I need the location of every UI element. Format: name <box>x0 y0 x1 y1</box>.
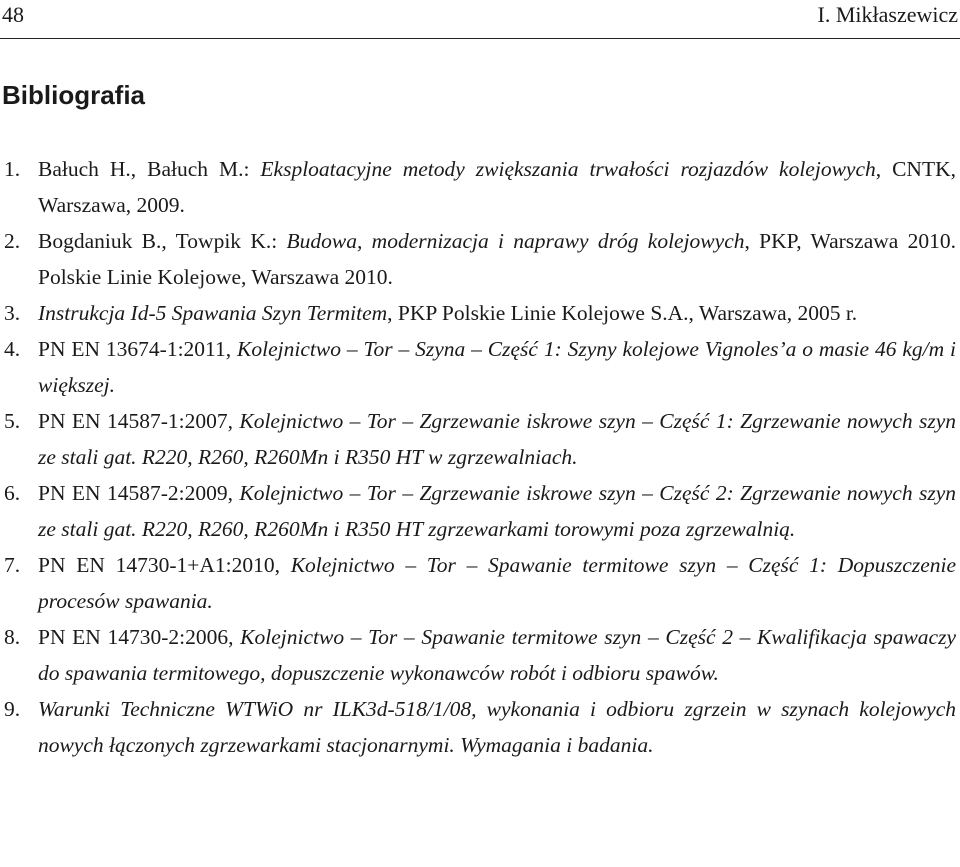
page-number: 48 <box>2 2 24 27</box>
entry-number: 8. <box>4 625 21 649</box>
entry-number: 9. <box>4 697 21 721</box>
entry-number: 7. <box>4 553 21 577</box>
entry-title: Instrukcja Id-5 Spawania Szyn Termitem <box>38 301 388 325</box>
entry-number: 6. <box>4 481 21 505</box>
entry-author: Bogdaniuk B., Towpik K.: <box>38 229 287 253</box>
running-head-author: I. Mikłaszewicz <box>817 2 958 27</box>
entry-title: Kolejnictwo – Tor – Szyna – Część 1: Szyny kolejowe Vignoles’a o masie 46 kg/m i większej. <box>38 337 956 397</box>
entry-publisher: , PKP Polskie Linie Kolejowe S.A., Warszawa, 2005 r. <box>387 301 858 325</box>
bibliography-entry <box>0 619 956 691</box>
entry-standard: PN EN 14730-1+A1:2010, <box>38 553 291 577</box>
entry-number: 5. <box>4 409 21 433</box>
entry-title: Eksploatacyjne metody zwiększania trwałości rozjazdów kolejowych <box>260 157 876 181</box>
bibliography-entry <box>0 475 956 547</box>
entry-standard: PN EN 14587-1:2007, <box>38 409 240 433</box>
entry-standard: PN EN 13674-1:2011, <box>38 337 238 361</box>
entry-number: 2. <box>4 229 21 253</box>
entry-number: 4. <box>4 337 21 361</box>
entry-number: 3. <box>4 301 21 325</box>
entry-title: Kolejnictwo – Tor – Zgrzewanie iskrowe szyn – Część 1: Zgrzewanie nowych szyn ze stali gat. R220, R260, R260Mn i R350 HT w zgrzewalniach. <box>38 409 956 469</box>
bibliography-list <box>0 151 956 763</box>
bibliography-entry <box>0 547 956 619</box>
entry-title: Kolejnictwo – Tor – Spawanie termitowe szyn – Część 1: Dopuszczenie procesów spawania. <box>38 553 956 613</box>
entry-standard: PN EN 14587-2:2009, <box>38 481 240 505</box>
page-header <box>0 0 960 39</box>
bibliography-entry <box>0 331 956 403</box>
entry-title: Kolejnictwo – Tor – Spawanie termitowe szyn – Część 2 – Kwalifikacja spawaczy do spawania termitowego, dopuszczenie wykonawców robót i odbioru spawów. <box>38 625 956 685</box>
entry-standard: PN EN 14730-2:2006, <box>38 625 241 649</box>
entry-publisher: , PKP, Warszawa 2010. Polskie Linie Kolejowe, Warszawa 2010. <box>38 229 956 289</box>
section-title: Bibliografia <box>2 80 146 110</box>
bibliography-entry <box>0 223 956 295</box>
entry-title: Kolejnictwo – Tor – Zgrzewanie iskrowe szyn – Część 2: Zgrzewanie nowych szyn ze stali gat. R220, R260, R260Mn i R350 HT zgrzewarkami torowymi poza zgrzewalnią. <box>38 481 956 541</box>
entry-number: 1. <box>4 157 21 181</box>
bibliography-entry <box>0 295 956 331</box>
entry-publisher: , CNTK, Warszawa, 2009. <box>38 157 956 217</box>
entry-title: Budowa, modernizacja i naprawy dróg kolejowych <box>286 229 745 253</box>
bibliography-entry <box>0 691 956 763</box>
bibliography-entry <box>0 151 956 223</box>
entry-author: Bałuch H., Bałuch M.: <box>38 157 261 181</box>
entry-title: Warunki Techniczne WTWiO nr ILK3d-518/1/08, wykonania i odbioru zgrzein w szynach kolejowych nowych łączonych zgrzewarkami stacjonarnymi. Wymagania i badania. <box>38 697 956 757</box>
bibliography-entry <box>0 403 956 475</box>
